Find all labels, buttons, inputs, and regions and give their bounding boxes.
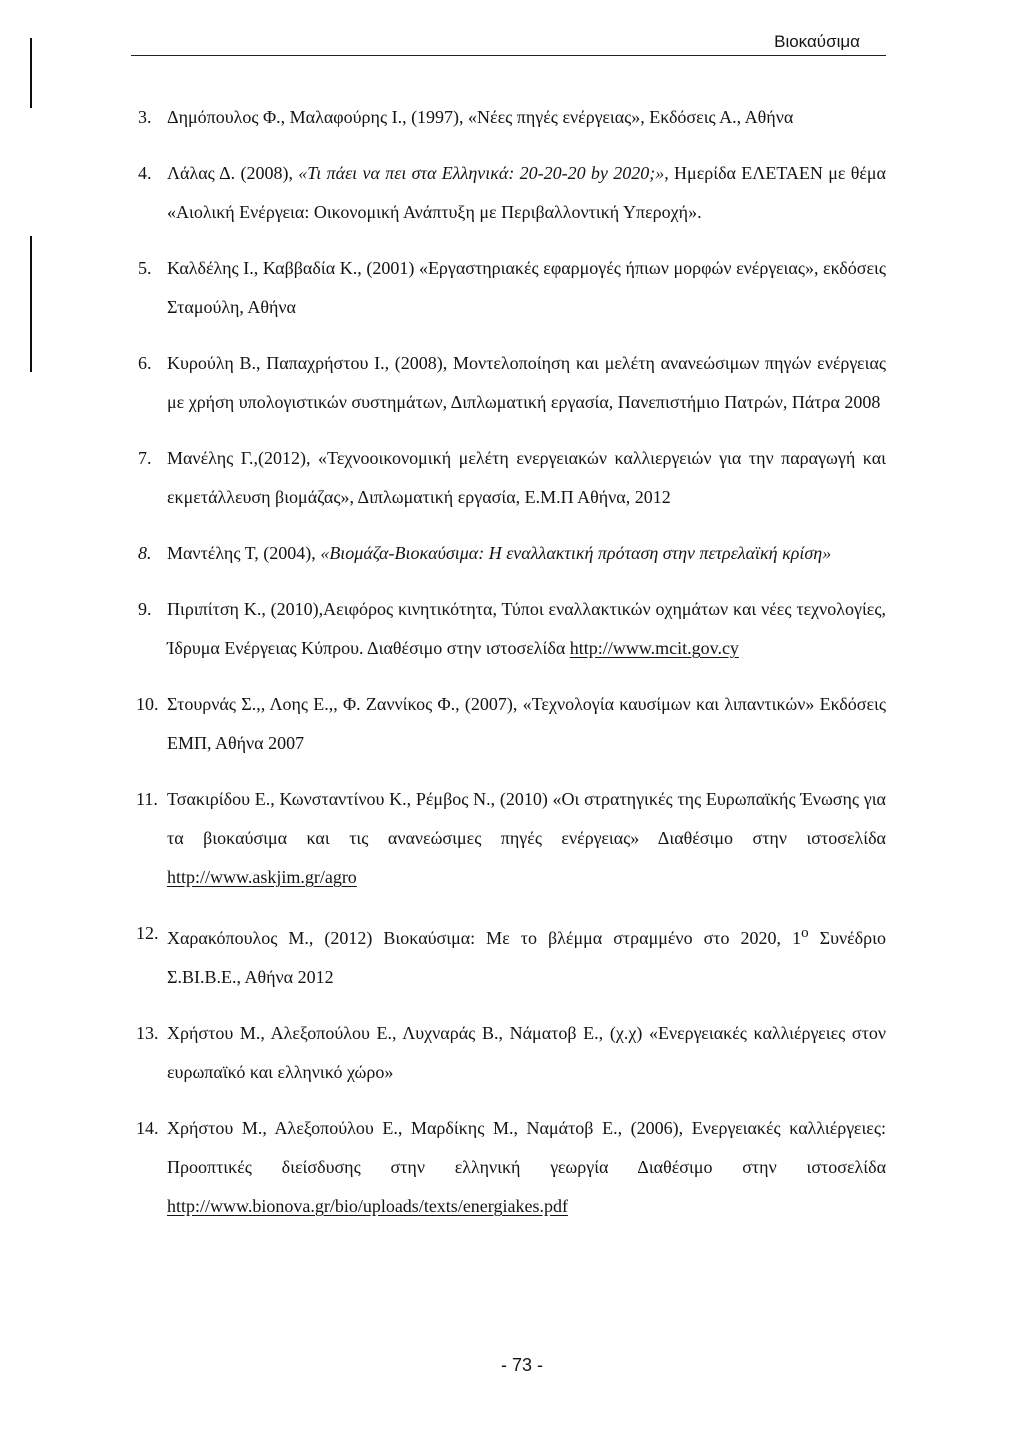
reference-number: 3.	[138, 107, 152, 127]
running-header: Βιοκαύσιμα	[774, 32, 860, 51]
superscript-ordinal: ο	[801, 925, 809, 941]
reference-item	[138, 439, 886, 517]
reference-item	[138, 1014, 886, 1092]
reference-item	[138, 1109, 886, 1226]
reference-link[interactable]: http://www.askjim.gr/agro	[167, 867, 357, 887]
reference-text-tail: Συνέδριο Σ.ΒΙ.Β.Ε., Αθήνα 2012	[167, 928, 886, 987]
reference-number: 5.	[138, 258, 152, 278]
reference-item	[138, 914, 886, 997]
reference-number: 4.	[138, 163, 152, 183]
reference-item	[138, 154, 886, 232]
reference-text: Χαρακόπουλος Μ., (2012) Βιοκαύσιμα: Με το βλέμμα στραμμένο στο 2020, 1	[167, 928, 802, 948]
reference-item	[138, 780, 886, 897]
reference-text: Μανέλης Γ.,(2012), «Τεχνοοικονομική μελέτη ενεργειακών καλλιεργειών για την παραγωγή και εκμετάλλευση βιομάζας», Διπλωματική εργασία, Ε.Μ.Π Αθήνα, 2012	[167, 448, 886, 507]
reference-item	[138, 98, 886, 137]
reference-item	[138, 685, 886, 763]
reference-text: Χρήστου Μ., Αλεξοπούλου Ε., Λυχναράς Β., Νάματοβ Ε., (χ.χ) «Ενεργειακές καλλιέργειες στον ευρωπαϊκό και ελληνικό χώρο»	[167, 1023, 886, 1082]
reference-item	[138, 249, 886, 327]
reference-text: Καλδέλης Ι., Καββαδία Κ., (2001) «Εργαστηριακές εφαρμογές ήπιων μορφών ενέργειας», εκδόσεις Σταμούλη, Αθήνα	[167, 258, 886, 317]
reference-item	[138, 590, 886, 668]
reference-number: 10.	[136, 694, 159, 714]
reference-text: Λάλας Δ. (2008),	[167, 163, 299, 183]
reference-item	[138, 344, 886, 422]
reference-number: 12.	[136, 923, 159, 943]
reference-title-italic: «Τι πάει να πει στα Ελληνικά: 20-20-20 by 2020;»	[298, 163, 665, 183]
reference-text: Τσακιρίδου Ε., Κωνσταντίνου Κ., Ρέμβος Ν., (2010) «Οι στρατηγικές της Ευρωπαϊκής Ένωσης για τα βιοκαύσιμα και τις ανανεώσιμες πηγές ενέργειας» Διαθέσιμο στην ιστοσελίδα	[167, 789, 886, 848]
reference-item	[138, 534, 886, 573]
reference-text: Δημόπουλος Φ., Μαλαφούρης Ι., (1997), «Νέες πηγές ενέργειας», Εκδόσεις Α., Αθήνα	[167, 107, 794, 127]
page-number: - 73 -	[500, 1355, 543, 1375]
reference-number: 6.	[138, 353, 152, 373]
reference-text: Μαντέλης Τ, (2004),	[167, 543, 321, 563]
reference-number: 11.	[136, 789, 158, 809]
reference-number: 8.	[138, 543, 152, 563]
reference-link[interactable]: http://www.bionova.gr/bio/uploads/texts/energiakes.pdf	[167, 1196, 568, 1216]
reference-number: 14.	[136, 1118, 159, 1138]
reference-text: Χρήστου Μ., Αλεξοπούλου Ε., Μαρδίκης Μ., Ναμάτοβ Ε., (2006), Ενεργειακές καλλιέργειες: Προοπτικές διείσδυσης στην ελληνική γεωργία Διαθέσιμο στην ιστοσελίδα	[167, 1118, 886, 1177]
reference-title-italic: «Βιομάζα-Βιοκαύσιμα: Η εναλλακτική πρόταση στην πετρελαϊκή κρίση»	[320, 543, 832, 563]
reference-text: Στουρνάς Σ.,, Λοης Ε.,, Φ. Ζαννίκος Φ., (2007), «Τεχνολογία καυσίμων και λιπαντικών» Εκδόσεις ΕΜΠ, Αθήνα 2007	[167, 694, 886, 753]
reference-number: 7.	[138, 448, 152, 468]
reference-list	[138, 98, 886, 1243]
reference-text: Κυρούλη Β., Παπαχρήστου Ι., (2008), Μοντελοποίηση και μελέτη ανανεώσιμων πηγών ενέργειας με χρήση υπολογιστικών συστημάτων, Διπλωματική εργασία, Πανεπιστήμιο Πατρών, Πάτρα 2008	[167, 353, 886, 412]
reference-number: 9.	[138, 599, 152, 619]
scan-edge-mark-bottom	[30, 236, 32, 372]
header-rule	[131, 55, 886, 56]
reference-link[interactable]: http://www.mcit.gov.cy	[569, 638, 739, 658]
scan-edge-mark-top	[30, 38, 32, 108]
reference-text-tail: , Ημερίδα ΕΛΕΤΑΕΝ με θέμα «Αιολική Ενέργεια: Οικονομική Ανάπτυξη με Περιβαλλοντική Υπεροχή».	[167, 163, 886, 222]
reference-text: Πιριπίτση Κ., (2010),Αειφόρος κινητικότητα, Τύποι εναλλακτικών οχημάτων και νέες τεχνολογίες, Ίδρυμα Ενέργειας Κύπρου. Διαθέσιμο στην ιστοσελίδα	[167, 599, 886, 658]
reference-number: 13.	[136, 1023, 159, 1043]
